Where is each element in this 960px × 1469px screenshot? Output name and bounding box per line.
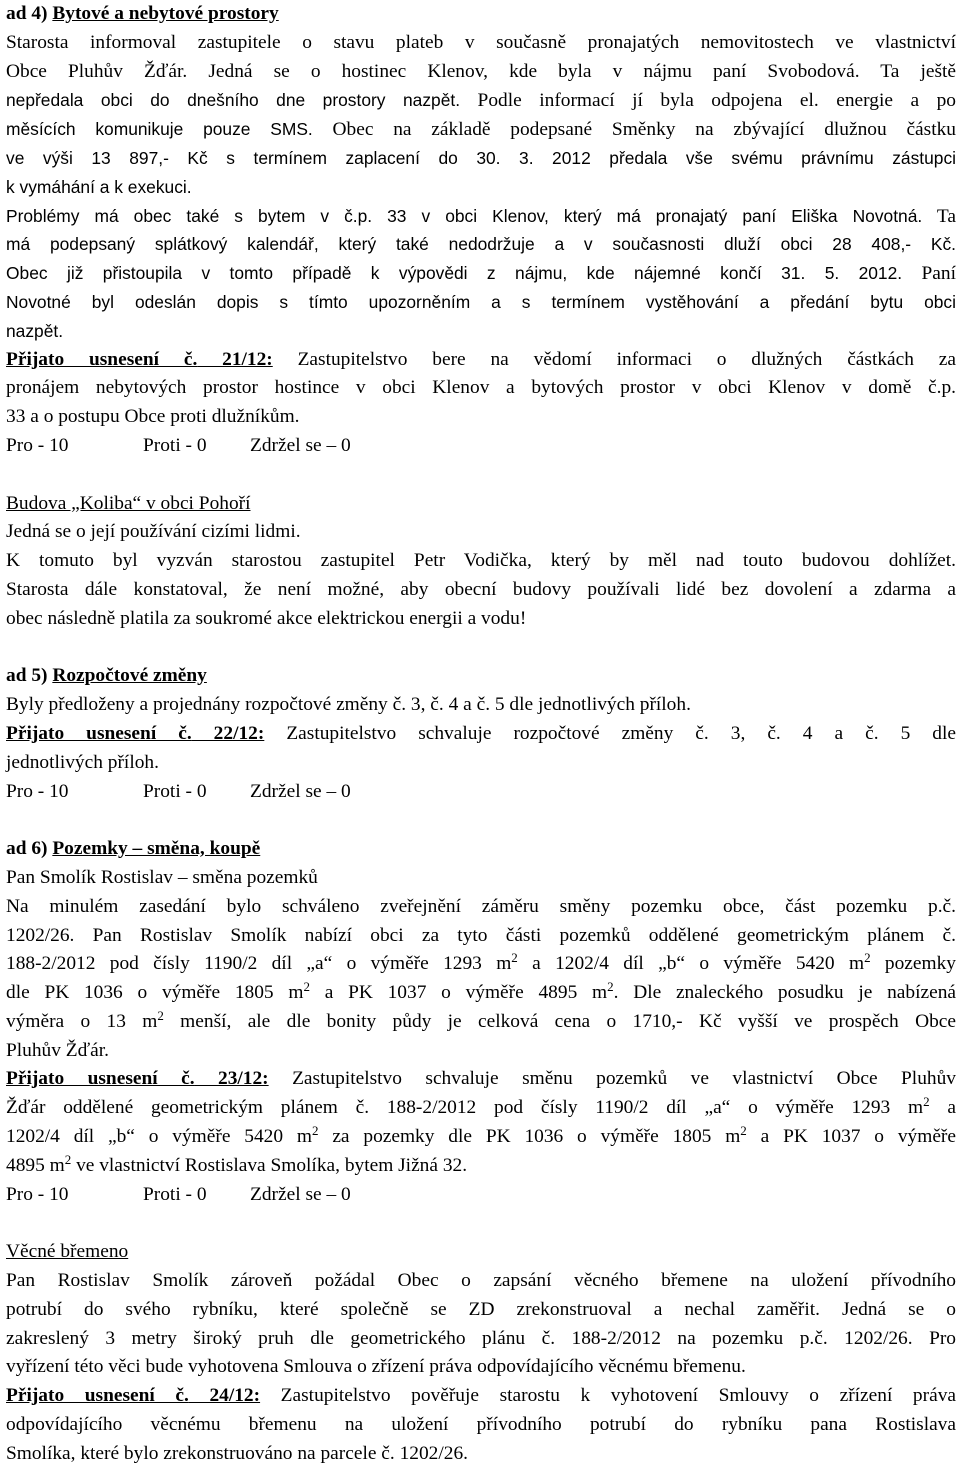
text-run: K tomuto byl vyzván starostou zastupitel Petr Vodička, který by měl nad touto budovou dohlížet.	[6, 550, 956, 572]
paragraph-line	[6, 173, 956, 202]
text-run: za pozemky dle PK 1036 o výměře 1805 m	[318, 1126, 741, 1148]
resolution-line	[6, 374, 956, 403]
text-run: Byly předloženy a projednány rozpočtové změny č. 3, č. 4 a č. 5 dle jednotlivých příloh.	[6, 694, 691, 716]
resolution-label: Přijato usnesení č.	[6, 722, 192, 744]
text-run: potrubí do svého rybníku, které společně se ZD zrekonstruoval a nechal zaměřit. Jedná se o	[6, 1298, 956, 1320]
paragraph-line	[6, 922, 956, 951]
superscript: 2	[923, 1094, 930, 1110]
text-run: k vymáhání a k exekuci.	[6, 176, 192, 197]
paragraph-line	[6, 864, 956, 893]
text-run: nazpět.	[6, 320, 64, 341]
vote-against: Proti - 0	[143, 780, 207, 802]
paragraph-line	[6, 144, 956, 173]
superscript: 2	[607, 979, 614, 995]
text-run: Žďár oddělené geometrickým plánem č. 188-2/2012 pod čísly 1190/2 díl „a“ o výměře 1293 m	[6, 1097, 924, 1119]
paragraph-line	[6, 1267, 956, 1296]
vote-against: Proti - 0	[143, 434, 207, 456]
paragraph-line	[6, 317, 956, 346]
superscript: 2	[303, 979, 310, 995]
paragraph-line	[6, 547, 956, 576]
text-run: 1202/26. Pan Rostislav Smolík nabízí obci za tyto části pozemků oddělené geometrickým plánem č.	[6, 924, 956, 946]
text-run: Podle informací jí byla odpojena el. energie a po	[477, 90, 956, 112]
blank-line	[6, 806, 956, 835]
paragraph-line	[6, 115, 956, 144]
paragraph-line	[6, 202, 956, 231]
text-run: měsících komunikuje pouze SMS.	[6, 119, 333, 140]
paragraph-line	[6, 605, 956, 634]
resolution-line	[6, 1065, 956, 1094]
paragraph-line	[6, 86, 956, 115]
section-heading	[6, 835, 956, 864]
paragraph-line	[6, 518, 956, 547]
resolution-line	[6, 1152, 956, 1181]
vote-result	[6, 778, 956, 807]
resolution-line	[6, 1123, 956, 1152]
text-run: ve vlastnictví Rostislava Smolíka, bytem Jižná 32.	[71, 1154, 468, 1176]
paragraph-line	[6, 1296, 956, 1325]
section-number: ad 6)	[6, 838, 53, 860]
text-run: a	[929, 1097, 956, 1119]
text-run: dle PK 1036 o výměře 1805 m	[6, 982, 304, 1004]
text-run: . Dle znaleckého posudku je nabízená	[613, 982, 956, 1004]
section-title: Rozpočtové změny	[52, 665, 207, 687]
superscript: 2	[64, 1151, 72, 1167]
resolution-line	[6, 1382, 956, 1411]
superscript: 2	[511, 950, 518, 966]
resolution-number: 22/12:	[191, 722, 265, 744]
text-run: Zastupitelstvo schvaluje směnu pozemků ve vlastnictví Obce Pluhův	[268, 1068, 956, 1090]
section-heading	[6, 662, 956, 691]
section-title: Pozemky – směna, koupě	[52, 838, 261, 860]
text-run: Paní	[902, 263, 956, 285]
text-run: výměra o 13 m	[6, 1010, 158, 1032]
resolution-line	[6, 403, 956, 432]
paragraph-line	[6, 259, 956, 288]
text-run: Ta	[922, 205, 957, 227]
text-run: pronájem nebytových prostor hostince v obci Klenov a bytových prostor v obci Klenov v domě č.p.	[6, 377, 956, 399]
paragraph-line	[6, 979, 956, 1008]
subsection-heading	[6, 1238, 956, 1267]
paragraph-line	[6, 288, 956, 317]
resolution-line	[6, 749, 956, 778]
vote-result	[6, 432, 956, 461]
text-run: a PK 1037 o výměře 4895 m	[309, 982, 608, 1004]
resolution-label: Přijato usnesení č.	[6, 1385, 189, 1407]
resolution-line	[6, 720, 956, 749]
resolution-number: 21/12:	[197, 348, 273, 370]
paragraph-line	[6, 29, 956, 58]
resolution-line	[6, 1440, 956, 1469]
paragraph-line	[6, 691, 956, 720]
text-run: a PK 1037 o výměře	[746, 1126, 956, 1148]
text-run: Zastupitelstvo schvaluje rozpočtové změny č. 3, č. 4 a č. 5 dle	[264, 722, 956, 744]
text-run: Starosta informoval zastupitele o stavu plateb v současně pronajatých nemovitostech ve vlastnictví	[6, 31, 956, 53]
paragraph-line	[6, 576, 956, 605]
resolution-line	[6, 1411, 956, 1440]
text-run: ve výši 13 897,- Kč s termínem zaplacení do 30. 3. 2012 předala vše svému právnímu zástupci	[6, 147, 956, 168]
text-run: 188-2/2012 pod čísly 1190/2 díl „a“ o výměře 1293 m	[6, 953, 512, 975]
text-run: Novotné byl odeslán dopis s tímto upozorněním a s termínem vystěhování a předání bytu obci	[6, 291, 956, 312]
resolution-line	[6, 1094, 956, 1123]
text-run: má podepsaný splátkový kalendář, který také nedodržuje a v současnosti dluží obci 28 408,- Kč.	[6, 234, 956, 255]
text-run: Zastupitelstvo bere na vědomí informaci o dlužných částkách za	[272, 348, 956, 370]
superscript: 2	[311, 1123, 319, 1139]
text-run: vyřízení této věci bude vyhotovena Smlouva o zřízení práva odpovídajícího věcnému břemenu.	[6, 1356, 746, 1378]
vote-abstain: Zdržel se – 0	[250, 780, 351, 802]
paragraph-line	[6, 1325, 956, 1354]
section-number: ad 5)	[6, 665, 53, 687]
text-run: jednotlivých příloh.	[6, 751, 159, 773]
vote-result	[6, 1181, 956, 1210]
text-run: Pan Rostislav Smolík zároveň požádal Obec o zapsání věcného břemene na uložení přívodního	[6, 1270, 956, 1292]
blank-line	[6, 1209, 956, 1238]
text-run: Obec na základě podepsané Směnky na zbývající dlužnou částku	[332, 119, 956, 141]
resolution-label: Přijato usnesení č.	[6, 348, 198, 370]
text-run: Starosta dále konstatoval, že není možné, aby obecní budovy používali lidé bez dovolení a zdarma a	[6, 578, 956, 600]
vote-for: Pro - 10	[6, 780, 69, 802]
text-run: Obce Pluhův Žďár. Jedná se o hostinec Klenov, kde byla v nájmu paní Svobodová. Ta ještě	[6, 60, 956, 82]
text-run: Problémy má obec také s bytem v č.p. 33 v obci Klenov, který má pronajatý paní Eliška Novotná.	[6, 205, 923, 226]
subsection-title: Budova „Koliba“ v obci Pohoří	[6, 492, 251, 514]
paragraph-line	[6, 950, 956, 979]
superscript: 2	[740, 1123, 747, 1139]
text-run: Pan Smolík Rostislav – směna pozemků	[6, 866, 318, 888]
subsection-heading	[6, 490, 956, 519]
text-run: 1202/4 díl „b“ o výměře 5420 m	[6, 1126, 312, 1148]
text-run: Pluhův Žďár.	[6, 1039, 110, 1061]
section-title: Bytové a nebytové prostory	[52, 3, 279, 24]
text-run: nepředala obci do dnešního dne prostory nazpět.	[6, 90, 478, 111]
resolution-number: 23/12:	[194, 1068, 269, 1090]
blank-line	[6, 634, 956, 663]
section-heading	[6, 0, 956, 29]
text-run: zakreslený 3 metry široký pruh dle geometrického plánu č. 188-2/2012 na pozemku p.č. 1202/26. Pro	[6, 1327, 956, 1349]
resolution-line	[6, 346, 956, 375]
text-run: menší, ale dle bonity půdy je celková cena o 1710,- Kč vyšší ve prospěch Obce	[163, 1010, 957, 1032]
subsection-title: Věcné břemeno	[6, 1241, 129, 1263]
text-run: Na minulém zasedání bylo schváleno zveřejnění záměru směny pozemku obce, část pozemku p.č.	[6, 895, 956, 917]
superscript: 2	[864, 950, 871, 966]
vote-for: Pro - 10	[6, 434, 69, 456]
paragraph-line	[6, 58, 956, 87]
section-number: ad 4)	[6, 3, 53, 24]
resolution-number: 24/12:	[188, 1385, 261, 1407]
paragraph-line	[6, 230, 956, 259]
text-run: pozemky	[870, 953, 956, 975]
paragraph-line	[6, 893, 956, 922]
paragraph-line	[6, 1037, 956, 1066]
vote-abstain: Zdržel se – 0	[250, 434, 351, 456]
text-run: Smolíka, které bylo zrekonstruováno na parcele č. 1202/26.	[6, 1442, 469, 1464]
vote-for: Pro - 10	[6, 1183, 69, 1205]
text-run: 4895 m	[6, 1154, 65, 1176]
text-run: 33 a o postupu Obce proti dlužníkům.	[6, 406, 300, 428]
paragraph-line	[6, 1353, 956, 1382]
vote-abstain: Zdržel se – 0	[250, 1183, 351, 1205]
text-run: Jedná se o její používání cizími lidmi.	[6, 521, 301, 543]
vote-against: Proti - 0	[143, 1183, 207, 1205]
text-run: a 1202/4 díl „b“ o výměře 5420 m	[517, 953, 865, 975]
paragraph-line	[6, 1008, 956, 1037]
blank-line	[6, 461, 956, 490]
text-run: odpovídajícího věcnému břemenu na uložení přívodního potrubí do rybníku pana Rostislava	[6, 1414, 956, 1436]
resolution-label: Přijato usnesení č.	[6, 1068, 195, 1090]
text-run: Obec již přistoupila v tomto případě k výpovědi z nájmu, kde nájemné končí 31. 5. 2012.	[6, 263, 903, 284]
text-run: Zastupitelstvo pověřuje starostu k vyhotovení Smlouvy o zřízení práva	[260, 1385, 956, 1407]
text-run: obec následně platila za soukromé akce elektrickou energii a vodu!	[6, 607, 527, 629]
superscript: 2	[157, 1007, 164, 1023]
